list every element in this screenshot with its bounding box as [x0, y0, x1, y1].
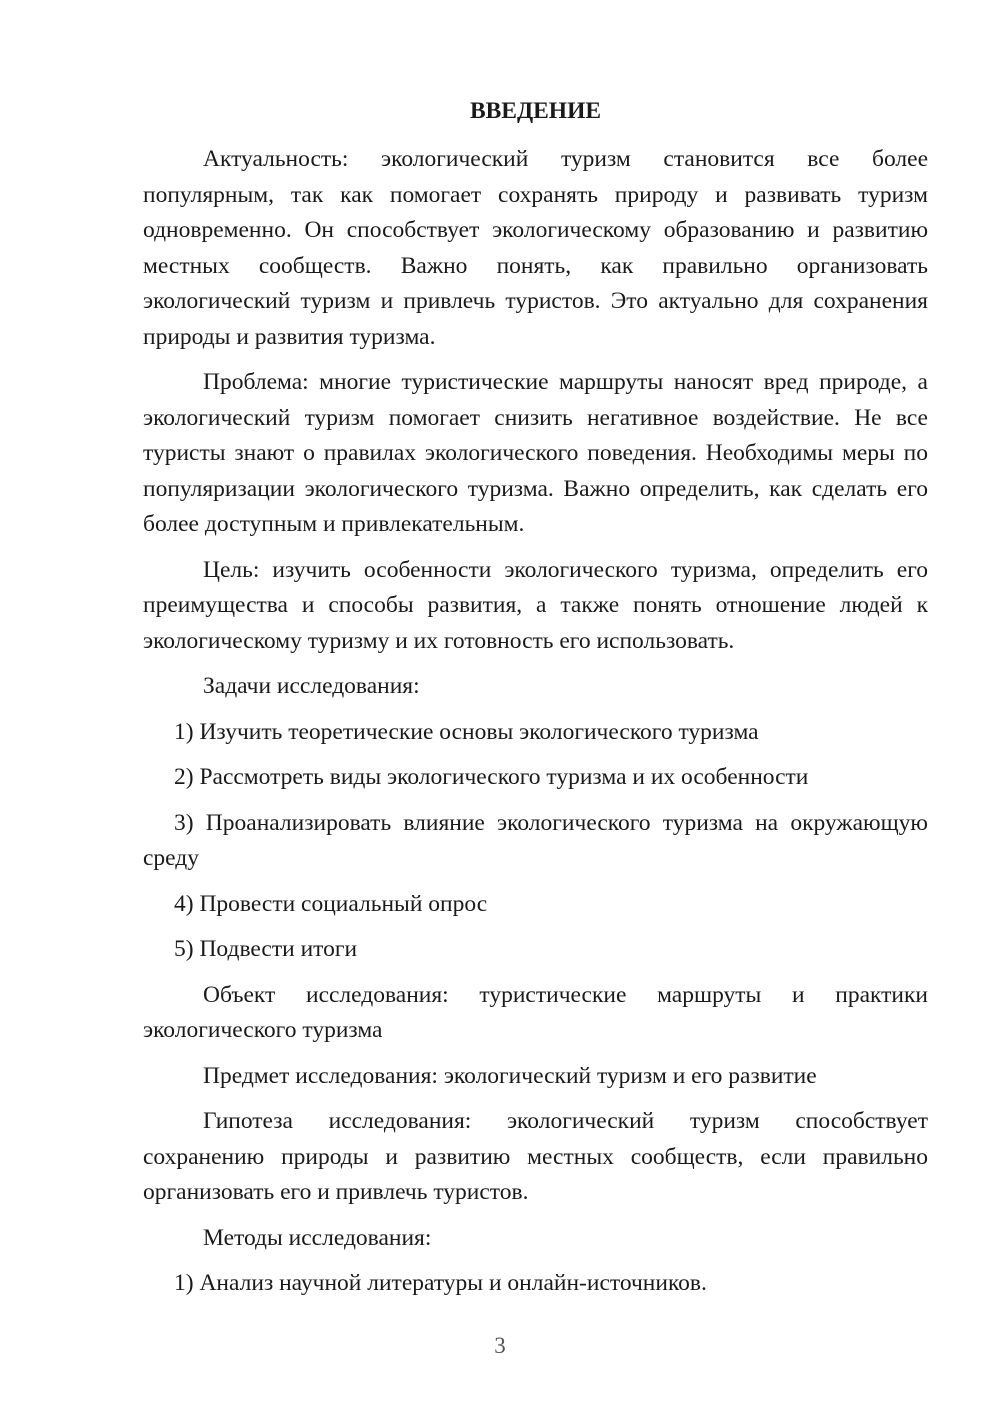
- paragraph: Цель: изучить особенности экологического туризма, определить его преимущества и способы развития, а также понять отношение людей к экологическому туризму и их готовность его использовать.: [143, 556, 928, 654]
- list-item: 5) Подвести итоги: [174, 936, 358, 962]
- list-item: 1) Анализ научной литературы и онлайн-источников.: [174, 1270, 707, 1296]
- paragraph: Объект исследования: туристические маршруты и практики экологического туризма: [143, 981, 928, 1043]
- document-body: [143, 142, 928, 1302]
- paragraph: Задачи исследования:: [203, 673, 420, 699]
- list-item: 2) Рассмотреть виды экологического туризма и их особенности: [174, 764, 809, 790]
- list-item: 1) Изучить теоретические основы экологического туризма: [174, 718, 759, 745]
- paragraph: Методы исследования:: [203, 1224, 432, 1251]
- paragraph: Гипотеза исследования: экологический туризм способствует сохранению природы и развитию местных сообществ, если правильно организовать его и привлечь туристов.: [143, 1108, 928, 1205]
- section-title: ВВЕДЕНИЕ: [469, 98, 602, 124]
- paragraph: Предмет исследования: экологический туризм и его развитие: [203, 1062, 817, 1089]
- paragraph: Актуальность: экологический туризм становится все более популярным, так как помогает сохранять природу и развивать туризм одновременно. Он способствует экологическому образованию и развитию местных сообществ. Важно понять, как правильно организовать экологический туризм и привлечь туристов. Это актуально для сохранения природы и развития туризма.: [143, 146, 928, 350]
- list-item: 3) Проанализировать влияние экологического туризма на окружающую среду: [143, 809, 928, 871]
- list-item: 4) Провести социальный опрос: [174, 890, 488, 917]
- paragraph: Проблема: многие туристические маршруты наносят вред природе, а экологический туризм помогает снизить негативное воздействие. Не все туристы знают о правилах экологического поведения. Необходимы меры по популяризации экологического туризма. Важно определить, как сделать его более доступным и привлекательным.: [143, 369, 928, 537]
- page-number: 3: [494, 1333, 506, 1358]
- document-page: [143, 94, 928, 1312]
